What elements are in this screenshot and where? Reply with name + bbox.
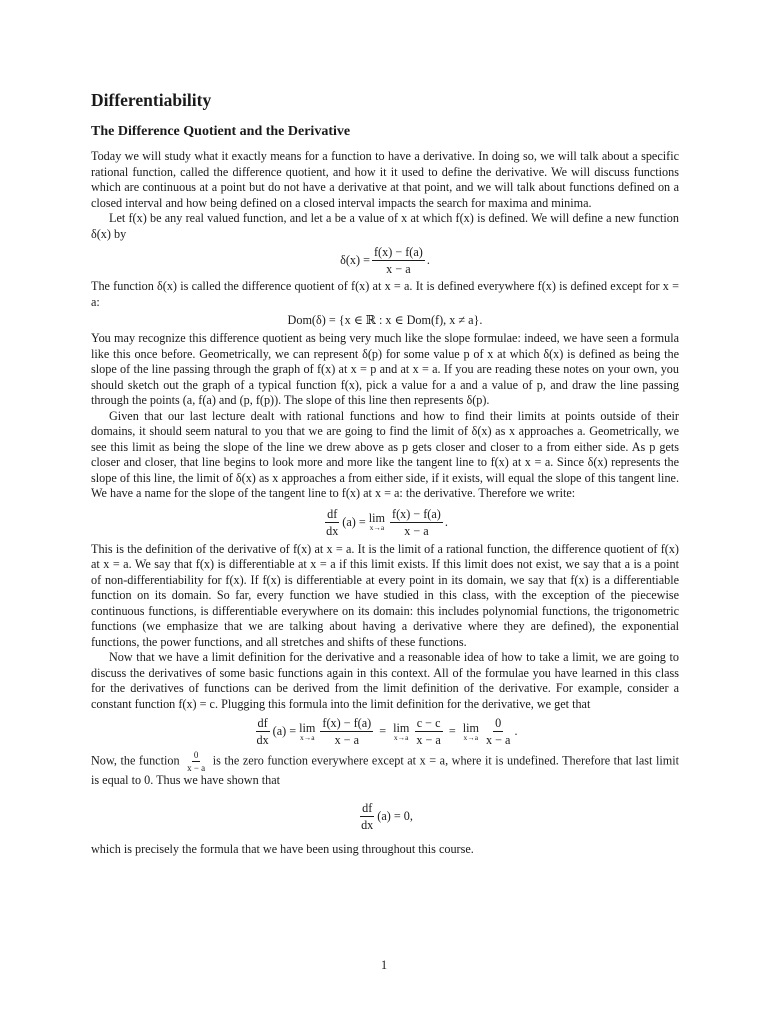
- fraction: [414, 716, 442, 747]
- paragraph-given: Given that our last lecture dealt with rational functions and how to find their limits at points outside of their domains, it should seem natural to you that we are going to find the limit of δ(x) as x approaches a. Geometrically, we see this limit as being the slope of the line we drew above as p gets closer and closer to a from either side. As p gets closer and closer, that line begins to look more and more like the tangent line to f(x) at x = a. Since δ(x) represents the slope of this line, the limit of δ(x) as x approaches a from either side, if it exists, will equal the slope of this tangent line. We have a name for the slope of the tangent line to f(x) at x = a: the derivative. Therefore we write:: [91, 408, 679, 500]
- fraction: [390, 507, 443, 538]
- limit-operator: [393, 722, 409, 742]
- paragraph-closing: which is precisely the formula that we have been using throughout this course.: [91, 841, 474, 856]
- page-number: 1: [380, 958, 388, 972]
- lim-text: lim: [393, 720, 410, 735]
- fraction: [484, 716, 512, 747]
- denominator: dx: [361, 817, 374, 832]
- paragraph-intro: Today we will study what it exactly means for a function to have a derivative. In doing so, we will talk about a specific rational function, called the difference quotient, and how it it used to define the derivative. We will discuss functions which are continuous at a point but do not have a derivative at that point, and we will talk about functions defined on a closed interval and how being defined on a closed interval impacts the search for maxima and minima.: [91, 149, 679, 210]
- equation-difference-quotient: [91, 245, 679, 276]
- lim-text: lim: [462, 720, 479, 735]
- df-dx-fraction: [324, 507, 340, 538]
- denominator: x − a: [485, 733, 511, 747]
- paragraph-definition: This is the definition of the derivative of f(x) at x = a. It is the limit of a rational function, the difference quotient of f(x) at x = a. We say that f(x) is differentiable at x = a if this limit exists. If this limit does not exist, we say that a is a point of non-differentiability for f(x). If f(x) is differentiable at every point in its domain, we say that f(x) is a differentiable function on its domain. So far, every function we have studied in this class, with the exception of the piecewise continuous functions, is differentiable everywhere on its domain: this includes polynomial functions, the trigonometric functions (we emphasize that we are talking about having a derivative where they are defined), the exponential functions, the power functions, and all stretches and shifts of these functions.: [91, 541, 679, 649]
- section-heading: The Difference Quotient and the Derivative: [91, 124, 351, 139]
- numerator: 0: [193, 750, 199, 760]
- lim-text: lim: [368, 511, 386, 525]
- equation-domain: [91, 313, 679, 328]
- denominator: x − a: [416, 733, 441, 747]
- lim-text: lim: [299, 720, 316, 735]
- eq-period: .: [514, 724, 518, 738]
- text-fragment: is the zero function everywhere except at x = a, where it is undefined. Therefore that last limit is equal to 0. Thus we have shown that: [91, 753, 679, 787]
- eq-equals: =: [379, 724, 387, 738]
- eq-period: .: [426, 253, 430, 267]
- df-dx-fraction: [254, 716, 270, 747]
- paragraph-slope: You may recognize this difference quotient as being very much like the slope formulae: indeed, we have seen a formula like this once before. Geometrically, we can represent δ(p) for some value p of x at which δ(x) is defined as being the slope of the line passing through the graph of f(x) at x = p and at x = a. If you are reading these notes on your own, you should sketch out the graph of a typical function f(x), pick a value for a and a value of p, and draw the line passing through the points (a, f(a) and (p, f(p)). The slope of this line then represents δ(p).: [91, 331, 679, 407]
- numerator: df: [362, 800, 373, 815]
- denominator: x − a: [187, 763, 206, 773]
- eq-period: .: [444, 514, 448, 529]
- eq-domain: Dom(δ) = {x ∈ ℝ : x ∈ Dom(f), x ≠ a}.: [287, 313, 483, 327]
- numerator: df: [257, 716, 268, 730]
- equation-constant-derivative: [91, 716, 679, 747]
- fraction: [320, 716, 373, 747]
- equation-derivative-definition: [91, 507, 679, 538]
- page-title: Differentiability: [91, 90, 212, 110]
- paragraph-now: Now that we have a limit definition for the derivative and a reasonable idea of how to take a limit, we are going to discuss the derivatives of some basic functions again in this context. All of the formulae you have learned in this class for the derivatives of functions can be derived from the limit definition of the derivative. For example, consider a constant function f(x) = c. Plugging this formula into the limit definition for the derivative, we get that: [91, 650, 679, 711]
- eq-lhs: δ(x) =: [340, 253, 370, 267]
- paragraph-let: Let f(x) be any real valued function, and let a be a value of x at which f(x) is defined. We will define a new function δ(x) by: [91, 211, 679, 241]
- lim-subscript: x→a: [369, 523, 385, 532]
- numerator: f(x) − f(a): [374, 245, 423, 259]
- eq-equals: =: [448, 724, 456, 738]
- eq-at-a: (a) =: [272, 724, 297, 738]
- lim-subscript: x→a: [463, 732, 479, 742]
- denominator: x − a: [334, 733, 360, 747]
- denominator: dx: [256, 733, 269, 747]
- lim-subscript: x→a: [299, 732, 315, 742]
- inline-fraction: [185, 750, 207, 773]
- df-dx-fraction: [359, 801, 375, 832]
- numerator: f(x) − f(a): [392, 506, 441, 521]
- numerator: 0: [495, 716, 502, 730]
- text-fragment: Now, the function: [91, 753, 180, 768]
- limit-operator: [463, 722, 479, 742]
- numerator: c − c: [416, 716, 441, 730]
- limit-operator: [369, 512, 385, 532]
- denominator: x − a: [404, 523, 429, 538]
- denominator: x − a: [386, 262, 411, 276]
- eq-at-a: (a) =: [342, 514, 366, 529]
- document-page: [91, 88, 679, 857]
- denominator: dx: [326, 523, 339, 538]
- limit-operator: [299, 722, 315, 742]
- paragraph-difference-quotient: The function δ(x) is called the difference quotient of f(x) at x = a. It is defined everywhere f(x) is defined except for x = a:: [91, 279, 679, 309]
- paragraph-zero-function: [91, 750, 679, 789]
- lim-subscript: x→a: [393, 732, 409, 742]
- fraction: [372, 245, 425, 276]
- numerator: df: [327, 506, 338, 521]
- numerator: f(x) − f(a): [322, 716, 372, 730]
- eq-result: (a) = 0,: [377, 808, 413, 823]
- equation-result: [91, 801, 679, 832]
